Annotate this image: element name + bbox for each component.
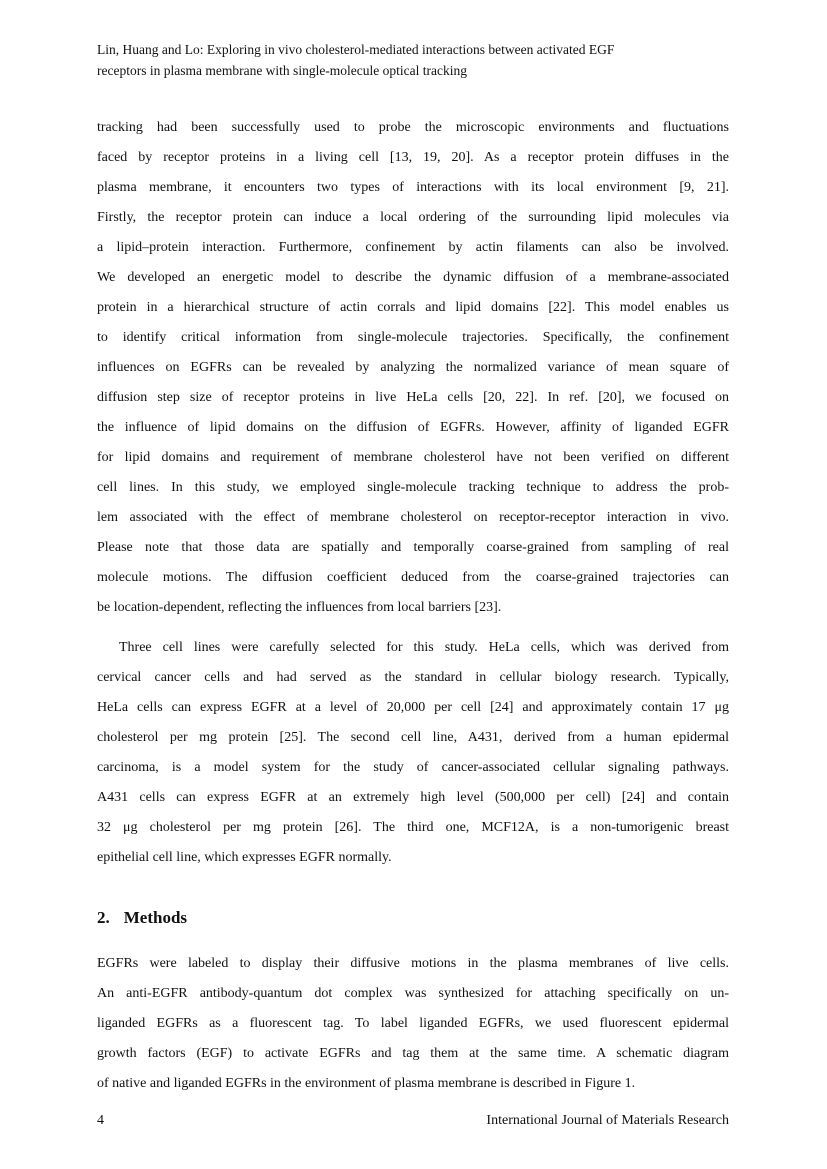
text-line: be location-dependent, reflecting the influences from local barriers [23]. bbox=[97, 600, 502, 615]
text-line: We developed an energetic model to describe the dynamic diffusion of a membrane-associated bbox=[97, 270, 729, 285]
text-line: 32 μg cholesterol per mg protein [26]. The third one, MCF12A, is a non-tumorigenic breast bbox=[97, 820, 729, 835]
text-line: growth factors (EGF) to activate EGFRs and tag them at the same time. A schematic diagram bbox=[97, 1046, 729, 1061]
text-line: cholesterol per mg protein [25]. The second cell line, A431, derived from a human epidermal bbox=[97, 730, 729, 745]
text-line: EGFRs were labeled to display their diffusive motions in the plasma membranes of live cells. bbox=[97, 956, 729, 971]
running-header-line-1: Lin, Huang and Lo: Exploring in vivo cholesterol-mediated interactions between activated EGF bbox=[97, 42, 615, 57]
body-paragraph-1 bbox=[97, 113, 729, 623]
text-line: of native and liganded EGFRs in the environment of plasma membrane is described in Figure 1. bbox=[97, 1076, 636, 1091]
text-line: diffusion step size of receptor proteins in live HeLa cells [20, 22]. In ref. [20], we focused on bbox=[97, 390, 729, 405]
text-line: influences on EGFRs can be revealed by analyzing the normalized variance of mean square of bbox=[97, 360, 729, 375]
text-line: liganded EGFRs as a fluorescent tag. To label liganded EGFRs, we used fluorescent epidermal bbox=[97, 1016, 729, 1031]
text-line: Please note that those data are spatially and temporally coarse-grained from sampling of real bbox=[97, 540, 729, 555]
text-line: lem associated with the effect of membrane cholesterol on receptor-receptor interaction in vivo. bbox=[97, 510, 729, 525]
text-line: A431 cells can express EGFR at an extremely high level (500,000 per cell) [24] and contain bbox=[97, 790, 729, 805]
section-number: 2. bbox=[97, 908, 110, 927]
body-paragraph-3 bbox=[97, 949, 729, 1099]
section-heading-methods bbox=[97, 908, 729, 928]
journal-name: International Journal of Materials Research bbox=[486, 1113, 729, 1128]
text-line: HeLa cells can express EGFR at a level of 20,000 per cell [24] and approximately contain 17 μg bbox=[97, 700, 729, 715]
text-line: cervical cancer cells and had served as the standard in cellular biology research. Typically, bbox=[97, 670, 729, 685]
text-line: Firstly, the receptor protein can induce a local ordering of the surrounding lipid molecules via bbox=[97, 210, 729, 225]
text-line: epithelial cell line, which expresses EGFR normally. bbox=[97, 850, 392, 865]
text-line: tracking had been successfully used to probe the microscopic environments and fluctuations bbox=[97, 120, 729, 135]
body-paragraph-2 bbox=[97, 633, 729, 873]
text-line: for lipid domains and requirement of membrane cholesterol have not been verified on different bbox=[97, 450, 729, 465]
text-line: cell lines. In this study, we employed single-molecule tracking technique to address the prob- bbox=[97, 480, 729, 495]
page-footer bbox=[97, 1113, 729, 1129]
text-line: the influence of lipid domains on the diffusion of EGFRs. However, affinity of liganded EGFR bbox=[97, 420, 729, 435]
page-number: 4 bbox=[97, 1113, 104, 1128]
running-header bbox=[97, 39, 729, 81]
running-header-line-2: receptors in plasma membrane with single-molecule optical tracking bbox=[97, 63, 467, 78]
section-title: Methods bbox=[123, 908, 188, 927]
text-line: faced by receptor proteins in a living cell [13, 19, 20]. As a receptor protein diffuses in the bbox=[97, 150, 729, 165]
text-line: to identify critical information from single-molecule trajectories. Specifically, the confinement bbox=[97, 330, 729, 345]
text-line: a lipid–protein interaction. Furthermore, confinement by actin filaments can also be involved. bbox=[97, 240, 729, 255]
text-line: plasma membrane, it encounters two types of interactions with its local environment [9, 21]. bbox=[97, 180, 729, 195]
text-line: An anti-EGFR antibody-quantum dot complex was synthesized for attaching specifically on un- bbox=[97, 986, 729, 1001]
text-line: carcinoma, is a model system for the study of cancer-associated cellular signaling pathways. bbox=[97, 760, 729, 775]
text-line: molecule motions. The diffusion coefficient deduced from the coarse-grained trajectories can bbox=[97, 570, 729, 585]
text-line: protein in a hierarchical structure of actin corrals and lipid domains [22]. This model enables us bbox=[97, 300, 729, 315]
text-line: Three cell lines were carefully selected for this study. HeLa cells, which was derived from bbox=[119, 640, 729, 655]
